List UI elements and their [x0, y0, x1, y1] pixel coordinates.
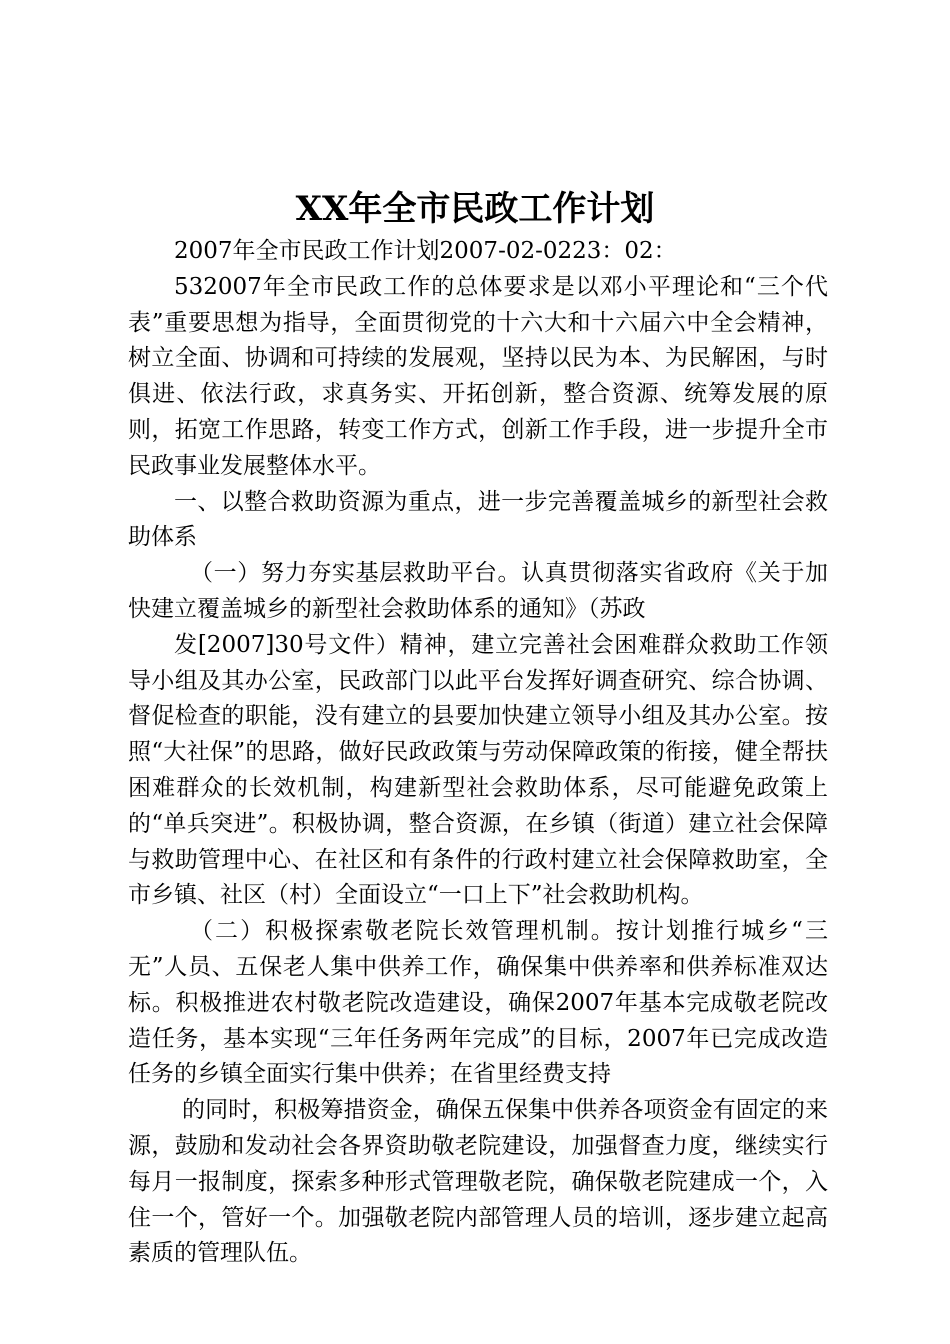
paragraph-general-requirements: 532007年全市民政工作的总体要求是以邓小平理论和“三个代表”重要思想为指导，全面贯彻党的十六大和十六届六中全会精神，树立全面、协调和可持续的发展观，坚持以民为本、为民解困，与时俱进、依法行政，求真务实、开拓创新，整合资源、统筹发展的原则，拓宽工作思路，转变工作方式，创新工作手段，进一步提升全市民政事业发展整体水平。 [128, 273, 828, 479]
paragraph-subsection-2: （二）积极探索敬老院长效管理机制。按计划推行城乡“三无”人员、五保老人集中供养工作，确保集中供养率和供养标准双达标。积极推进农村敬老院改造建设，确保2007年基本完成敬老院改造任务，基本实现“三年任务两年完成”的目标，2007年已完成改造任务的乡镇全面实行集中供养；在省里经费支持 [128, 918, 828, 1088]
section-heading-1: 一、以整合救助资源为重点，进一步完善覆盖城乡的新型社会救助体系 [128, 488, 828, 551]
document-title: XX年全市民政工作计划 [295, 189, 655, 229]
paragraph-header-line: 2007年全市民政工作计划2007-02-0223：02： [174, 238, 677, 264]
paragraph-subsection-1: （一）努力夯实基层救助平台。认真贯彻落实省政府《关于加快建立覆盖城乡的新型社会救助体系的通知》（苏政 [128, 560, 828, 622]
paragraph-subsection-1-continued: 发[2007]30号文件）精神，建立完善社会困难群众救助工作领导小组及其办公室，民政部门以此平台发挥好调查研究、综合协调、督促检查的职能，没有建立的县要加快建立领导小组及其办公室。按照“大社保”的思路，做好民政政策与劳动保障政策的衔接，健全帮扶困难群众的长效机制，构建新型社会救助体系，尽可能避免政策上的“单兵突进”。积极协调，整合资源，在乡镇（街道）建立社会保障与救助管理中心、在社区和有条件的行政村建立社会保障救助室，全市乡镇、社区（村）全面设立“一口上下”社会救助机构。 [128, 631, 828, 909]
paragraph-subsection-2-continued: 的同时，积极筹措资金，确保五保集中供养各项资金有固定的来源，鼓励和发动社会各界资助敬老院建设，加强督查力度，继续实行每月一报制度，探索多种形式管理敬老院，确保敬老院建成一个，入住一个，管好一个。加强敬老院内部管理人员的培训，逐步建立起高素质的管理队伍。 [128, 1097, 828, 1267]
document-body [128, 234, 828, 1272]
